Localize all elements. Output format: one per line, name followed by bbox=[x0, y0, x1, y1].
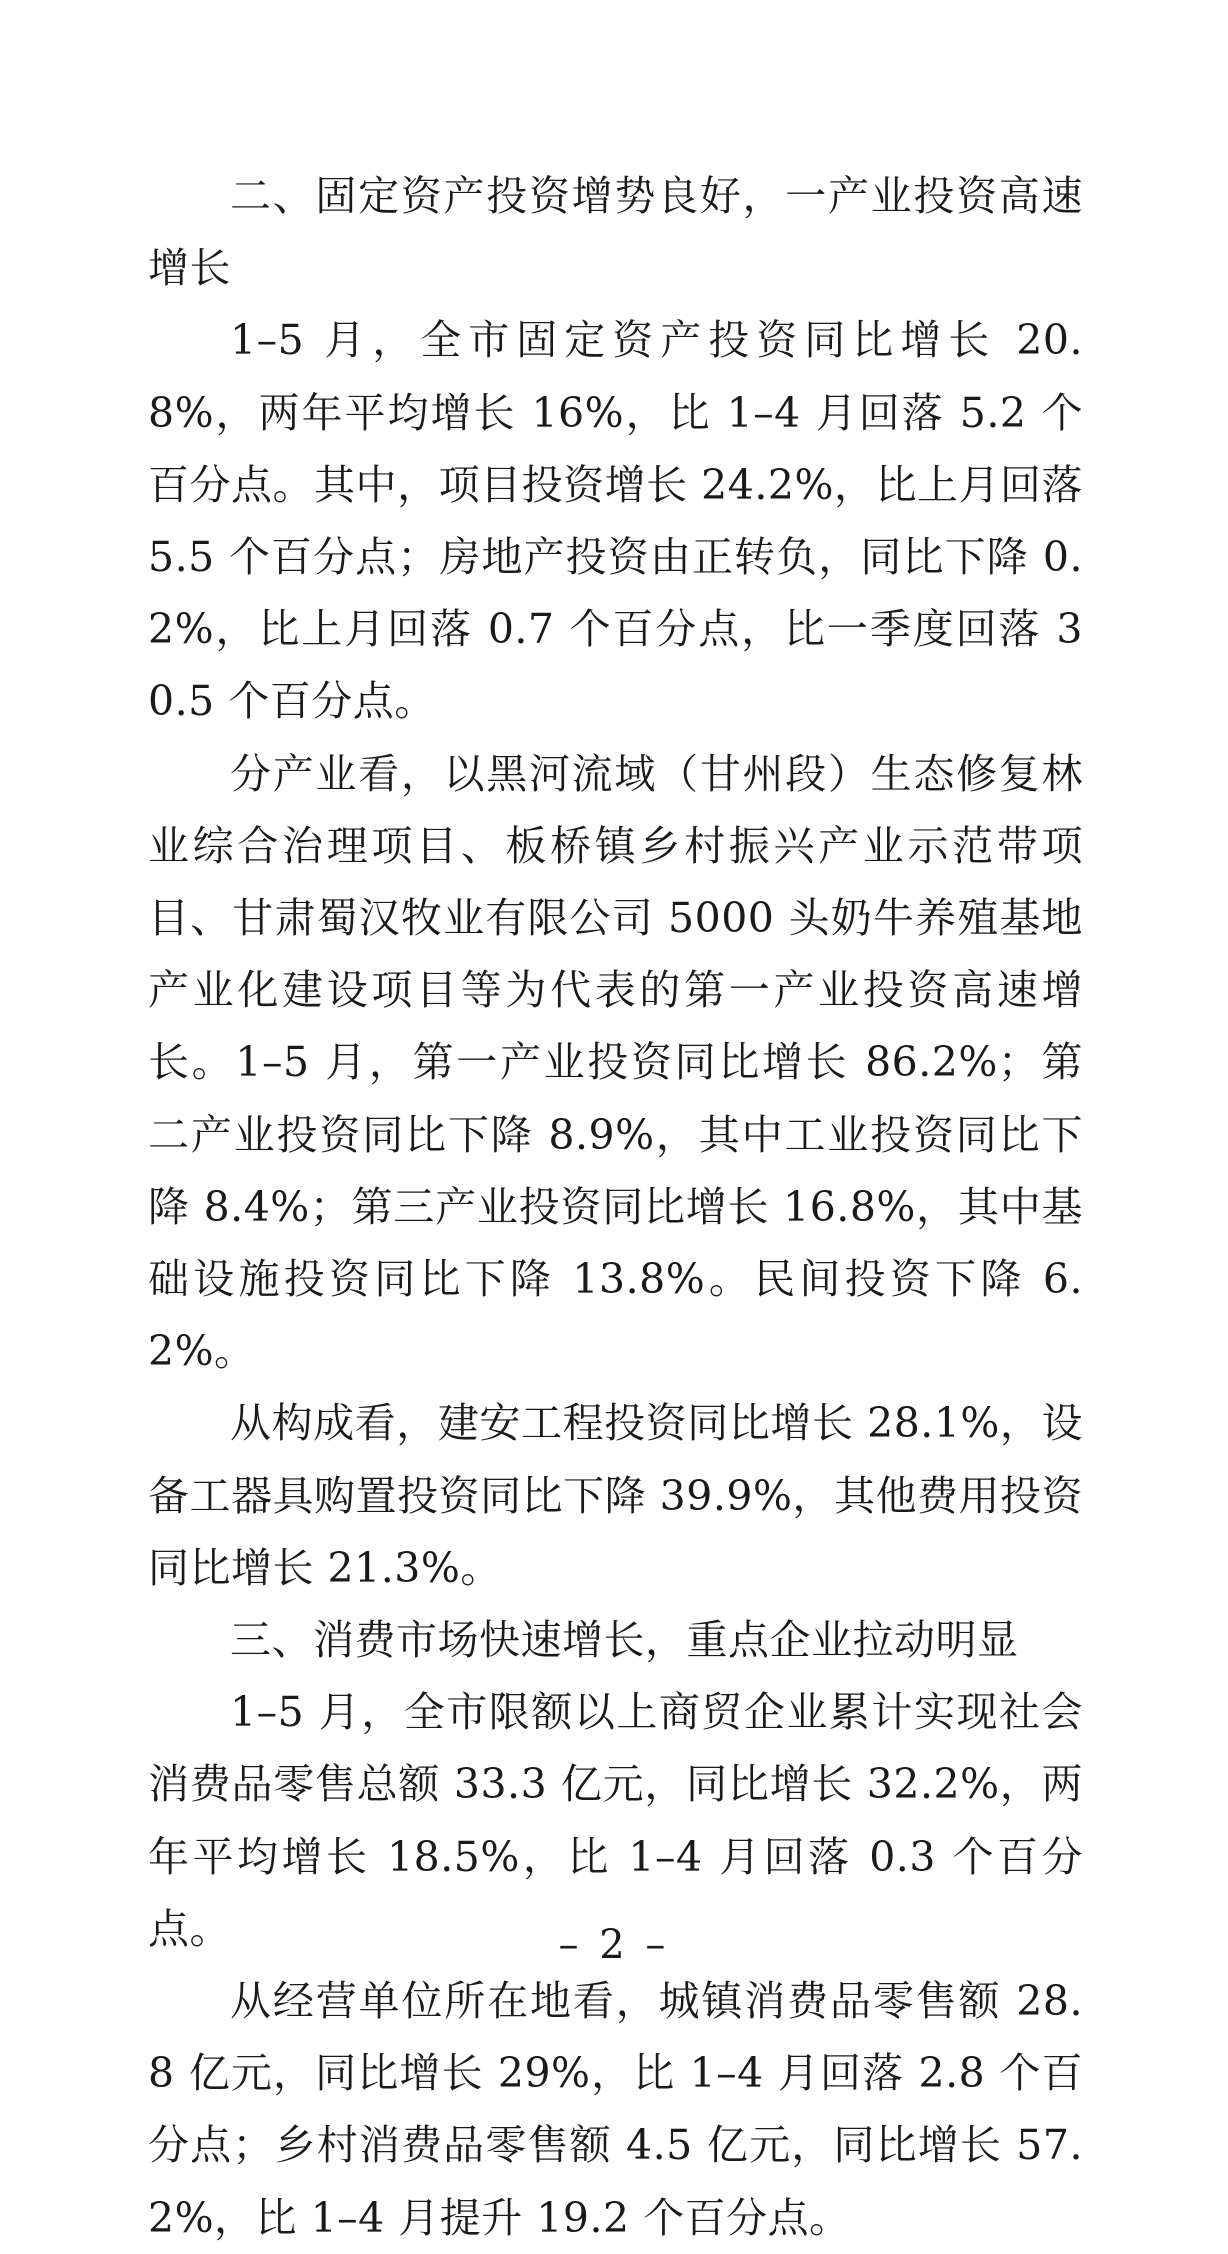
paragraph-investment-by-industry: 分产业看，以黑河流域（甘州段）生态修复林业综合治理项目、板桥镇乡村振兴产业示范带项目、甘肃蜀汉牧业有限公司 5000 头奶牛养殖基地产业化建设项目等为代表的第一产业投资高速增长。1–5 月，第一产业投资同比增长 86.2%；第二产业投资同比下降 8.9%，其中工业投资同比下降 8.4%；第三产业投资同比增长 16.8%，其中基础设施投资同比下降 13.8%。民间投资下降 6.2%。 bbox=[148, 749, 1083, 1376]
paragraph-retail-sales-by-location: 从经营单位所在地看，城镇消费品零售额 28.8 亿元，同比增长 29%，比 1–4 月回落 2.8 个百分点；乡村消费品零售额 4.5 亿元，同比增长 57.2%，比 1–4 月提升 19.2 个百分点。 bbox=[148, 1977, 1083, 2242]
paragraph-retail-sales-overview: 1–5 月，全市限额以上商贸企业累计实现社会消费品零售总额 33.3 亿元，同比增长 32.2%，两年平均增长 18.5%，比 1–4 月回落 0.3 个百分点。 bbox=[148, 1688, 1083, 1953]
paragraph-investment-overview: 1–5 月，全市固定资产投资同比增长 20.8%，两年平均增长 16%，比 1–4 月回落 5.2 个百分点。其中，项目投资增长 24.2%，比上月回落 5.5 个百分点；房地产投资由正转负，同比下降 0.2%，比上月回落 0.7 个百分点，比一季度回落 30.5 个百分点。 bbox=[148, 316, 1083, 726]
page-number: – 2 – bbox=[558, 1922, 670, 1968]
paragraph-investment-by-composition: 从构成看，建安工程投资同比增长 28.1%，设备工器具购置投资同比下降 39.9%，其他费用投资同比增长 21.3%。 bbox=[148, 1399, 1083, 1592]
section-heading-consumer-market: 三、消费市场快速增长，重点企业拉动明显 bbox=[230, 1616, 1019, 1665]
section-heading-fixed-asset-investment: 二、固定资产投资增势良好，一产业投资高速增长 bbox=[148, 172, 1083, 293]
